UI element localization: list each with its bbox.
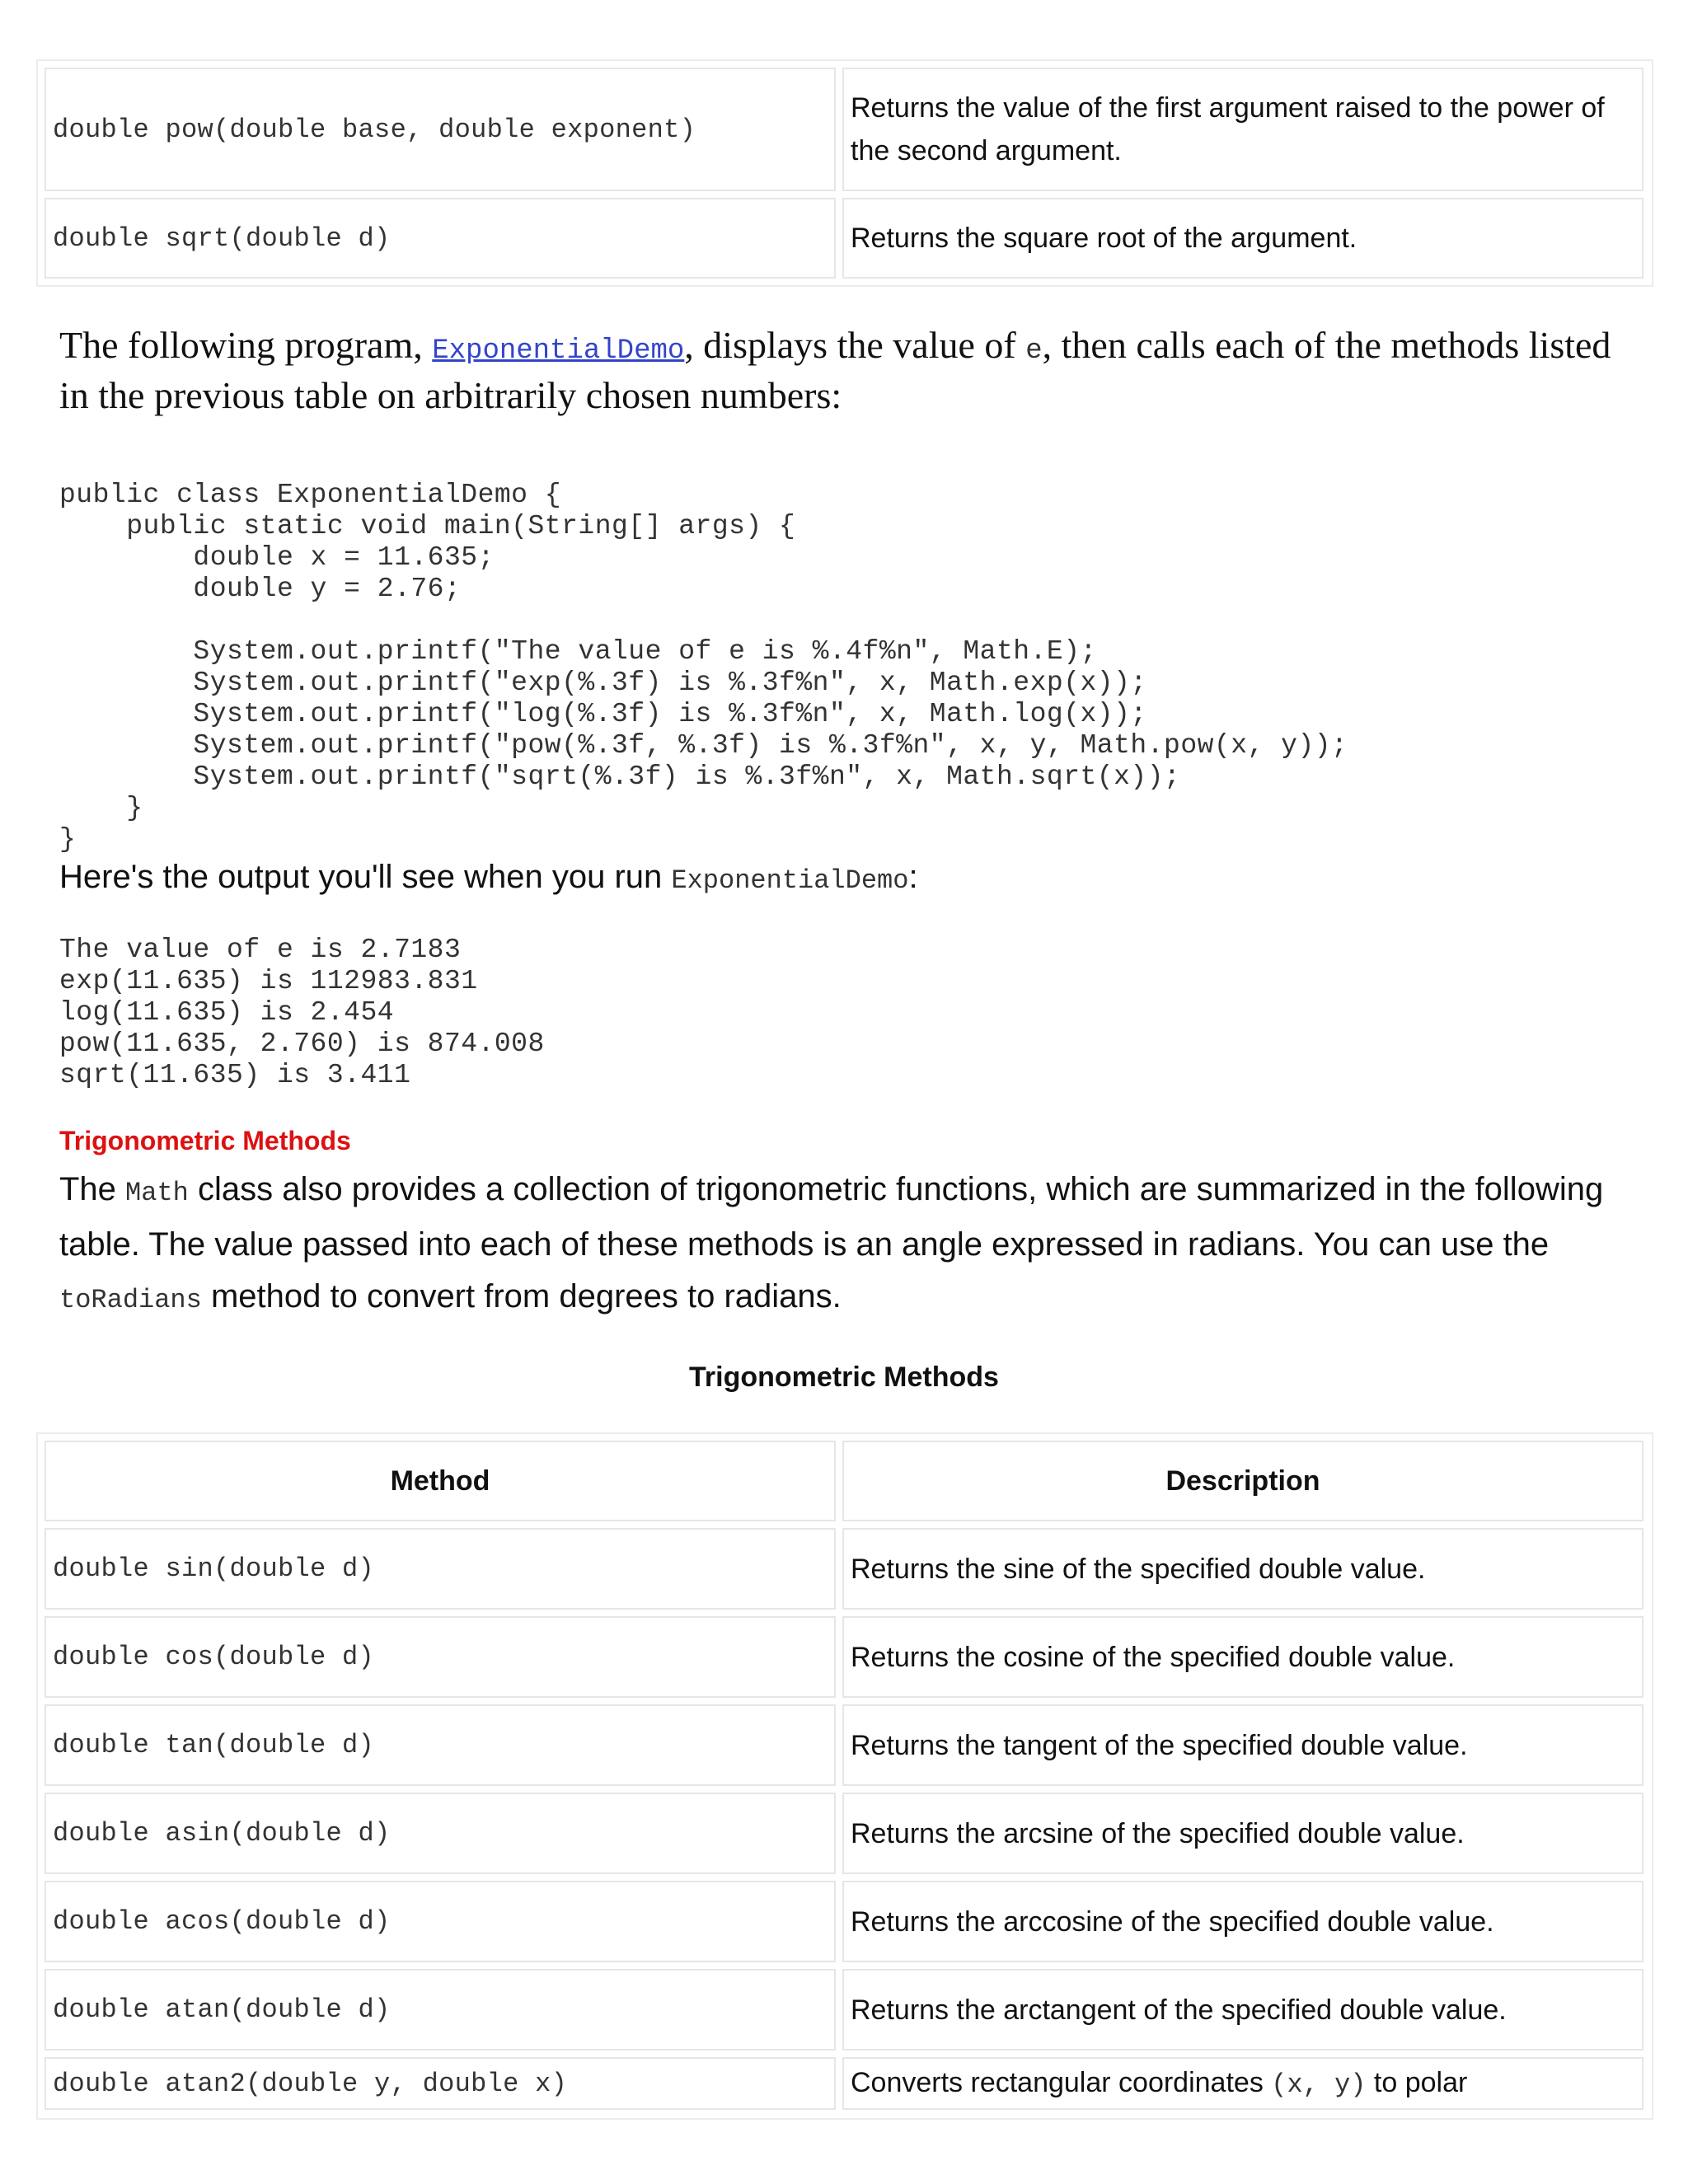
description-text: Converts rectangular coordinates [851,2066,1272,2098]
method-signature: double sqrt(double d) [53,223,391,254]
code-line: public class ExponentialDemo { [59,480,562,510]
method-description: Returns the cosine of the specified double value. [851,1641,1456,1673]
method-cell [45,1616,836,1698]
code-line [59,605,1348,636]
code-line: } [59,793,143,823]
output-intro-text: : [908,859,918,895]
method-cell [45,1704,836,1786]
column-header-method [45,1441,836,1521]
inline-code: (x, y) [1271,2069,1367,2100]
intro-paragraph [59,323,1642,417]
code-line: System.out.printf("exp(%.3f) is %.3f%n", x, Math.exp(x)); [59,668,1147,698]
method-signature: double asin(double d) [53,1818,391,1849]
program-code-block [59,480,1348,855]
description-cell [842,68,1643,191]
method-description: Returns the value of the first argument raised to the power of the second argument. [851,92,1605,166]
method-cell [45,68,836,191]
method-description: Returns the sine of the specified double value. [851,1553,1426,1585]
program-output-block [59,935,545,1091]
method-cell [45,1881,836,1962]
method-signature: double atan2(double y, double x) [53,2068,568,2099]
inline-code: toRadians [59,1285,202,1315]
description-cell [842,1616,1643,1698]
code-line: double y = 2.76; [59,574,462,604]
trig-paragraph [59,1164,1658,1326]
description-cell [842,1528,1643,1610]
output-line: pow(11.635, 2.760) is 874.008 [59,1029,545,1059]
method-cell [45,198,836,279]
method-signature: double sin(double d) [53,1554,375,1584]
method-signature: double acos(double d) [53,1906,391,1937]
code-line: public static void main(String[] args) { [59,511,796,541]
method-description: Returns the arctangent of the specified double value. [851,1994,1507,2026]
output-intro [59,859,918,896]
method-signature: double tan(double d) [53,1730,375,1760]
intro-text: The following program, [59,324,433,366]
description-cell [842,1793,1643,1874]
intro-text: , displays the value of [684,324,1026,366]
method-cell [45,1969,836,2050]
exponential-demo-link[interactable]: ExponentialDemo [432,335,685,367]
method-description: Returns the tangent of the specified double value. [851,1729,1468,1761]
output-intro-text: Here's the output you'll see when you run [59,859,672,895]
description-cell [842,2057,1643,2110]
code-line: System.out.printf("pow(%.3f, %.3f) is %.3f%n", x, y, Math.pow(x, y)); [59,730,1348,761]
code-line: System.out.printf("log(%.3f) is %.3f%n", x, Math.log(x)); [59,699,1147,729]
code-line: System.out.printf("The value of e is %.4f%n", Math.E); [59,636,1097,667]
output-line: log(11.635) is 2.454 [59,997,395,1028]
inline-code: ExponentialDemo [671,865,909,896]
method-cell [45,2057,836,2110]
paragraph-text: class also provides a collection of trigonometric functions, which are summarized in the following table. The value passed into each of these methods is an angle expressed in radians. You can use the [59,1171,1604,1263]
method-signature: double cos(double d) [53,1642,375,1672]
table-caption: Trigonometric Methods [689,1361,999,1393]
code-line: System.out.printf("sqrt(%.3f) is %.3f%n", x, Math.sqrt(x)); [59,762,1181,792]
description-cell [842,1881,1643,1962]
intro-text: , then calls each of the methods listed in the previous table on arbitrarily chosen numbers: [59,324,1611,416]
section-heading: Trigonometric Methods [59,1126,351,1155]
method-description: Returns the square root of the argument. [851,223,1357,254]
method-description [851,2061,1467,2107]
description-cell [842,198,1643,279]
inline-code: Math [125,1178,189,1208]
method-cell [45,1793,836,1874]
method-description: Returns the arccosine of the specified double value. [851,1905,1494,1938]
header-label: Method [390,1465,490,1497]
header-label: Description [1165,1465,1320,1497]
method-description: Returns the arcsine of the specified double value. [851,1817,1465,1849]
output-line: The value of e is 2.7183 [59,935,462,965]
description-text: to polar [1366,2066,1468,2098]
description-cell [842,1704,1643,1786]
method-signature: double pow(double base, double exponent) [53,114,696,145]
output-line: sqrt(11.635) is 3.411 [59,1060,411,1090]
output-line: exp(11.635) is 112983.831 [59,966,478,996]
method-cell [45,1528,836,1610]
paragraph-text: method to convert from degrees to radians. [201,1278,842,1315]
trig-methods-table [36,1432,1653,2120]
column-header-description [842,1441,1643,1521]
methods-table-continued [36,59,1653,287]
description-cell [842,1969,1643,2050]
method-signature: double atan(double d) [53,1994,391,2025]
code-line: } [59,824,77,855]
paragraph-text: The [59,1171,126,1207]
inline-code: e [1025,335,1043,367]
code-line: double x = 11.635; [59,542,495,573]
